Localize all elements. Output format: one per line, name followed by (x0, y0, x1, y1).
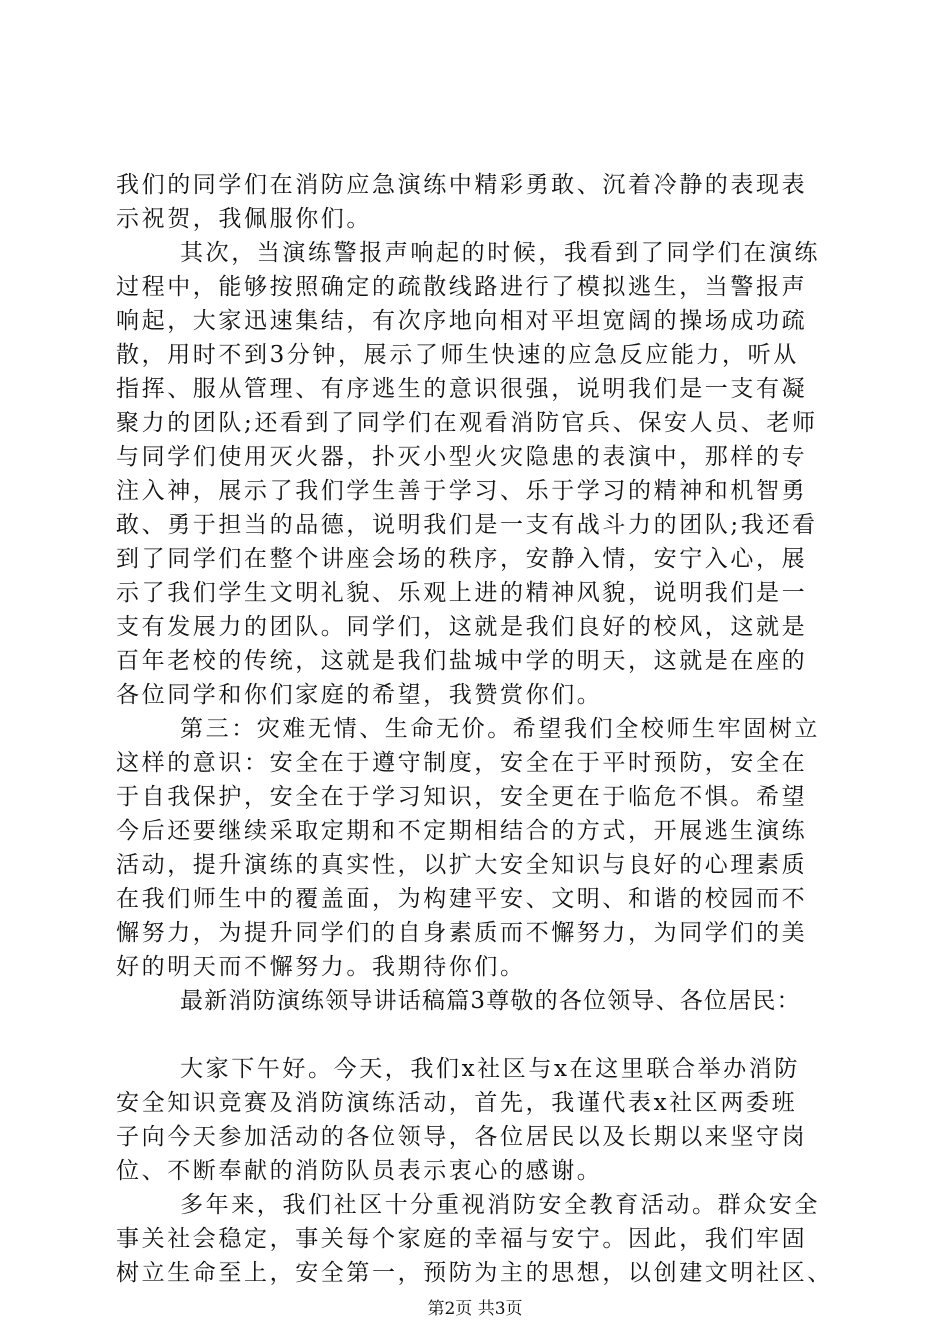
text-line: 事关社会稳定，事关每个家庭的幸福与安宁。因此，我们牢固 (116, 1226, 808, 1252)
text-line: 指挥、服从管理、有序逃生的意识很强，说明我们是一支有凝 (116, 376, 808, 402)
text-line: 活动，提升演练的真实性，以扩大安全知识与良好的心理素质 (116, 852, 808, 878)
text-line: 子向今天参加活动的各位领导，各位居民以及长期以来坚守岗 (116, 1124, 808, 1150)
text-line: 我们的同学们在消防应急演练中精彩勇敢、沉着冷静的表现表 (116, 172, 808, 198)
text-line: 过程中，能够按照确定的疏散线路进行了模拟逃生，当警报声 (116, 274, 808, 300)
text-line: 这样的意识：安全在于遵守制度，安全在于平时预防，安全在 (116, 750, 808, 776)
text-line: 今后还要继续采取定期和不定期相结合的方式，开展逃生演练 (116, 818, 808, 844)
text-line: 百年老校的传统，这就是我们盐城中学的明天，这就是在座的 (116, 648, 808, 674)
section-heading-line: 最新消防演练领导讲话稿篇3尊敬的各位领导、各位居民： (180, 988, 801, 1014)
text-line: 散，用时不到3分钟，展示了师生快速的应急反应能力，听从 (116, 342, 799, 368)
text-line: 好的明天而不懈努力。我期待你们。 (116, 954, 526, 980)
text-line: 与同学们使用灭火器，扑灭小型火灾隐患的表演中，那样的专 (116, 444, 808, 470)
text-line: 安全知识竞赛及消防演练活动，首先，我谨代表x社区两委班 (116, 1090, 798, 1116)
paragraph-first-line: 大家下午好。今天，我们x社区与x在这里联合举办消防 (180, 1056, 800, 1082)
text-line: 各位同学和你们家庭的希望，我赞赏你们。 (116, 682, 603, 708)
text-line: 在我们师生中的覆盖面，为构建平安、文明、和谐的校园而不 (116, 886, 808, 912)
text-line: 支有发展力的团队。同学们，这就是我们良好的校风，这就是 (116, 614, 808, 640)
text-line: 于自我保护，安全在于学习知识，安全更在于临危不惧。希望 (116, 784, 808, 810)
page-footer: 第2页 共3页 (427, 1299, 523, 1319)
text-line: 树立生命至上，安全第一，预防为主的思想，以创建文明社区、 (116, 1260, 833, 1286)
text-line: 聚力的团队;还看到了同学们在观看消防官兵、保安人员、老师 (116, 410, 818, 436)
text-line: 示祝贺，我佩服你们。 (116, 206, 372, 232)
text-line: 响起，大家迅速集结，有次序地向相对平坦宽阔的操场成功疏 (116, 308, 808, 334)
text-line: 懈努力，为提升同学们的自身素质而不懈努力，为同学们的美 (116, 920, 808, 946)
text-line: 到了同学们在整个讲座会场的秩序，安静入情，安宁入心，展 (116, 546, 808, 572)
paragraph-first-line: 第三：灾难无情、生命无价。希望我们全校师生牢固树立 (180, 716, 820, 742)
paragraph-first-line: 其次，当演练警报声响起的时候，我看到了同学们在演练 (180, 240, 820, 266)
text-line: 注入神，展示了我们学生善于学习、乐于学习的精神和机智勇 (116, 478, 808, 504)
text-line: 位、不断奉献的消防队员表示衷心的感谢。 (116, 1158, 603, 1184)
text-line: 示了我们学生文明礼貌、乐观上进的精神风貌，说明我们是一 (116, 580, 808, 606)
text-line: 敢、勇于担当的品德，说明我们是一支有战斗力的团队;我还看 (116, 512, 818, 538)
paragraph-first-line: 多年来，我们社区十分重视消防安全教育活动。群众安全 (180, 1192, 820, 1218)
